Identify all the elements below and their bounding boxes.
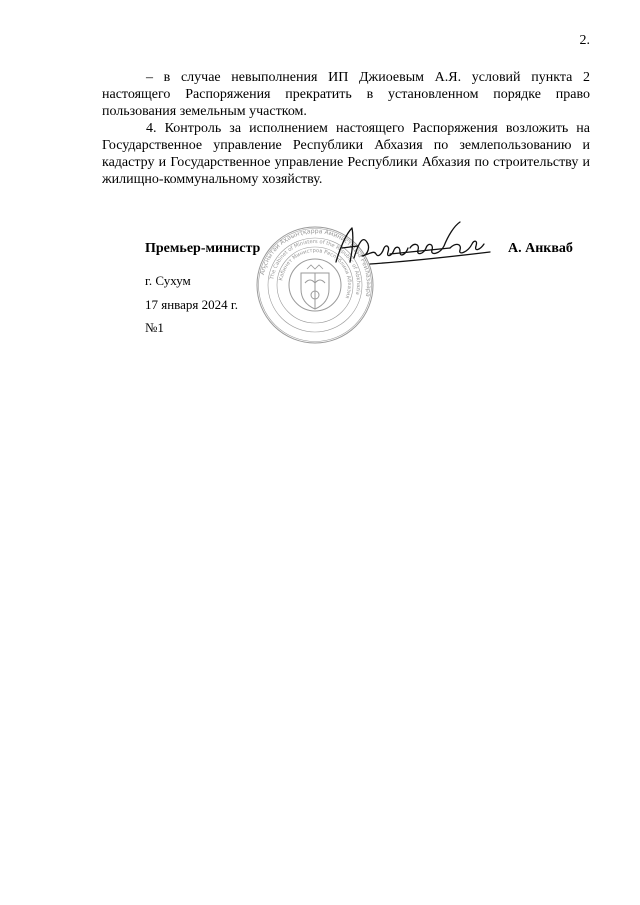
seal-middle-text: The Cabinet of Ministers of the Republic of Abkhazia <box>269 238 362 296</box>
issue-date: 17 января 2024 г. <box>145 297 239 312</box>
paragraph-control-clause: 4. Контроль за исполнением настоящего Распоряжения возложить на Государственное управление Республики Абхазия по землепользованию и кадастру и Государственное управление Республики Абхазия по строительству и жилищно-коммунальному хозяйству. <box>102 121 590 187</box>
emblem-icon <box>301 265 329 309</box>
position-title: Премьер-министр <box>145 241 261 256</box>
signer-name: А. Анкваб <box>508 241 573 256</box>
paragraph-termination-clause: – в случае невыполнения ИП Джиоевым А.Я. условий пункта 2 настоящего Распоряжения прекратить в установленном порядке право пользования земельным участком. <box>102 70 590 119</box>
handwritten-signature <box>330 218 500 270</box>
seal-inner-text: Кабинет Министров Республики Абхазия <box>278 247 353 300</box>
page-number: 2. <box>579 33 590 48</box>
issue-place: г. Сухум <box>145 273 191 288</box>
document-number: №1 <box>145 320 164 335</box>
seal-outer-text: Аҧснытәи Аҳәынҭқарра Аминистрцәа Реилазаара <box>259 227 373 298</box>
